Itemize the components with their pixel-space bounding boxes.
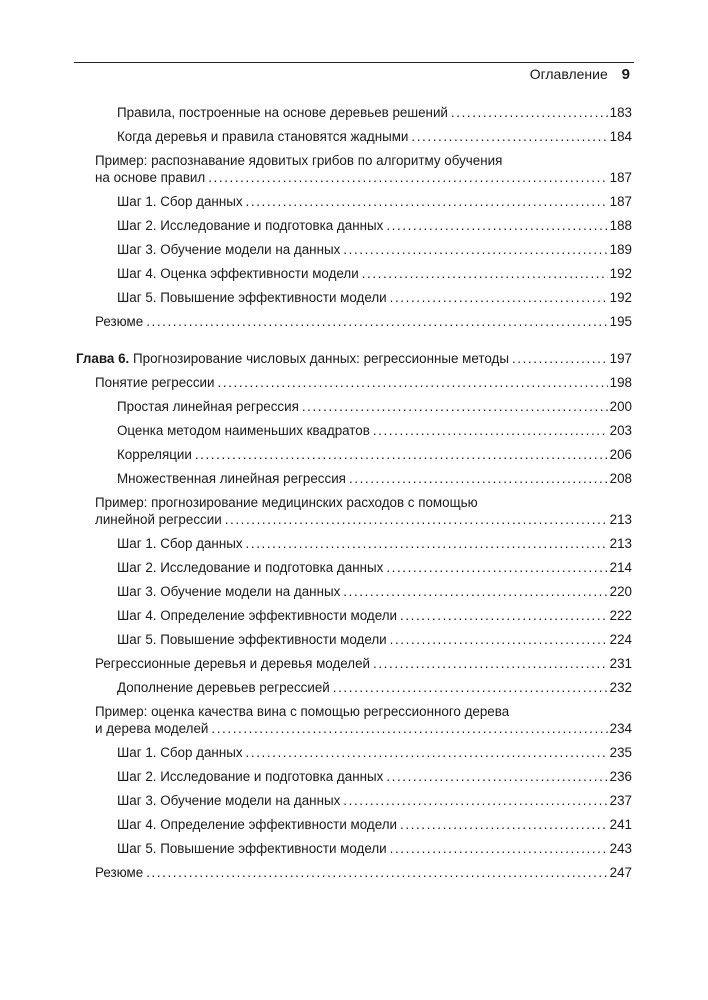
toc-entry-title (117, 840, 387, 857)
toc-entry-row (117, 446, 632, 463)
toc-entry-row (117, 289, 632, 306)
toc-entry-title (117, 446, 192, 463)
toc-entry-row (95, 313, 632, 330)
toc-entry (76, 703, 632, 737)
header-rule (74, 62, 634, 63)
toc-entry (76, 374, 632, 391)
toc-entry-text: Дополнение деревьев регрессией (117, 680, 330, 695)
dot-leader (343, 241, 607, 258)
toc-entry-title (117, 193, 243, 210)
toc-entry-title (95, 511, 222, 528)
toc-entry-row (117, 470, 632, 487)
dot-leader (400, 816, 608, 833)
toc-entry-text: Шаг 1. Сбор данных (117, 536, 243, 551)
dot-leader (390, 840, 608, 857)
toc-page-number: 206 (609, 447, 632, 462)
toc-entry (76, 128, 632, 145)
toc-page-number: 184 (609, 129, 632, 144)
toc-entry-row (117, 217, 632, 234)
toc-entry-title (117, 422, 370, 439)
dot-leader (373, 422, 608, 439)
toc-entry-line1: Пример: распознавание ядовитых грибов по алгоритму обучения (95, 153, 503, 168)
toc-entry (76, 313, 632, 330)
toc-entry (76, 679, 632, 696)
toc-entry (76, 265, 632, 282)
toc-entry (76, 241, 632, 258)
toc-entry (76, 744, 632, 761)
toc-page-number: 192 (609, 290, 632, 305)
dot-leader (218, 374, 608, 391)
toc-entry-text: Резюме (95, 865, 144, 880)
toc-entry-title (95, 313, 143, 330)
toc-entry-text: Шаг 2. Исследование и подготовка данных (117, 218, 384, 233)
dot-leader (390, 631, 608, 648)
dot-leader (146, 864, 607, 881)
toc-entry-text: Корреляции (117, 447, 192, 462)
toc-entry-text: Шаг 1. Сбор данных (117, 194, 243, 209)
toc-entry-text: Шаг 5. Повышение эффективности модели (117, 841, 387, 856)
toc-entry-title (117, 104, 448, 121)
chapter-entry (76, 350, 632, 367)
toc-page-number: 235 (609, 745, 632, 760)
toc-page-number: 236 (609, 769, 632, 784)
toc-entry-row (117, 792, 632, 809)
toc-entry-title (117, 631, 387, 648)
toc-entry (76, 422, 632, 439)
toc-entry-row (117, 768, 632, 785)
dot-leader (400, 607, 608, 624)
toc-entry (76, 152, 632, 186)
toc-page-number: 231 (609, 656, 632, 671)
toc-page-number: 213 (609, 536, 632, 551)
toc-page-number: 188 (609, 218, 632, 233)
toc-entry-row (117, 535, 632, 552)
toc-entry (76, 470, 632, 487)
toc-page-number: 198 (609, 375, 632, 390)
toc-entry-title (117, 289, 387, 306)
toc-entry-text: Понятие регрессии (95, 375, 215, 390)
toc-entry-text: Шаг 3. Обучение модели на данных (117, 242, 341, 257)
toc-entry-title (117, 470, 346, 487)
toc-page-number: 195 (609, 314, 632, 329)
page-number: 9 (621, 66, 630, 83)
toc-entry-text: Шаг 5. Повышение эффективности модели (117, 632, 387, 647)
toc-entry (76, 816, 632, 833)
toc-entry-row (117, 583, 632, 600)
dot-leader (390, 289, 608, 306)
dot-leader (146, 313, 607, 330)
toc-page-number: 241 (609, 817, 632, 832)
toc-entry-row (117, 422, 632, 439)
dot-leader (195, 446, 608, 463)
running-head (530, 66, 630, 83)
toc-page-number: 237 (609, 793, 632, 808)
toc-page-number: 214 (609, 560, 632, 575)
toc-entry-text: Шаг 2. Исследование и подготовка данных (117, 769, 384, 784)
toc-entry-row (95, 864, 632, 881)
toc-entry-row (117, 104, 632, 121)
toc-page-number: 247 (609, 865, 632, 880)
toc-entry-text: Шаг 2. Исследование и подготовка данных (117, 560, 384, 575)
toc-entry-text: Прогнозирование числовых данных: регрессионные методы (133, 351, 509, 366)
toc-entry-row (95, 655, 632, 672)
toc-entry-text: Шаг 3. Обучение модели на данных (117, 793, 341, 808)
toc-entry-title (117, 398, 299, 415)
toc-entry-text: Простая линейная регрессия (117, 399, 299, 414)
toc-page-number: 213 (609, 512, 632, 527)
dot-leader (302, 398, 608, 415)
toc-entry (76, 398, 632, 415)
toc-page-number: 189 (609, 242, 632, 257)
chapter-label: Глава 6. (76, 351, 130, 366)
toc-entry (76, 607, 632, 624)
toc-entry-text: Оценка методом наименьших квадратов (117, 423, 370, 438)
toc-entry-title (95, 374, 215, 391)
toc-entry-row (117, 679, 632, 696)
toc-entry-text: Регрессионные деревья и деревья моделей (95, 656, 371, 671)
toc-entry-text: линейной регрессии (95, 512, 222, 527)
toc-page-number: 200 (609, 399, 632, 414)
dot-leader (343, 792, 607, 809)
toc-entry-row (117, 128, 632, 145)
toc-entry-text: и дерева моделей (95, 721, 209, 736)
toc-entry (76, 583, 632, 600)
toc-page-number: 197 (609, 351, 632, 366)
dot-leader (246, 535, 608, 552)
toc-entry-row (117, 559, 632, 576)
toc-entry-row (117, 265, 632, 282)
dot-leader (211, 720, 607, 737)
toc-entry (76, 792, 632, 809)
toc-page-number: 222 (609, 608, 632, 623)
toc-entry (76, 193, 632, 210)
toc-entry-text: Резюме (95, 314, 144, 329)
toc-entry-row (117, 193, 632, 210)
toc-entry-title (117, 679, 330, 696)
toc-entry-title (95, 720, 208, 737)
toc-entry-row (95, 720, 632, 737)
toc-entry-title (117, 265, 359, 282)
dot-leader (343, 583, 607, 600)
toc-entry (76, 104, 632, 121)
toc-entry-text: Когда деревья и правила становятся жадными (117, 129, 409, 144)
toc-entry-title (117, 128, 408, 145)
toc-entry-title (117, 583, 340, 600)
toc-entry-line1: Пример: оценка качества вина с помощью регрессионного дерева (95, 704, 510, 719)
toc-entry-row (117, 398, 632, 415)
toc-entry-title (117, 241, 340, 258)
toc-entry-row (117, 607, 632, 624)
toc-page-number: 224 (609, 632, 632, 647)
dot-leader (225, 511, 608, 528)
toc-page-number: 187 (609, 194, 632, 209)
dot-leader (349, 470, 608, 487)
toc-entry (76, 559, 632, 576)
toc-entry-row (117, 241, 632, 258)
toc-entry (76, 217, 632, 234)
toc-entry-title (117, 217, 383, 234)
running-head-title: Оглавление (529, 66, 608, 82)
toc-entry-text: Шаг 4. Определение эффективности модели (117, 817, 397, 832)
dot-leader (208, 169, 607, 186)
toc-entry-text: Правила, построенные на основе деревьев решений (117, 105, 448, 120)
toc-entry-row (117, 816, 632, 833)
toc-page-number: 192 (609, 266, 632, 281)
table-of-contents (76, 104, 632, 881)
toc-page-number: 243 (609, 841, 632, 856)
toc-entry (76, 631, 632, 648)
toc-entry-row (117, 744, 632, 761)
dot-leader (386, 559, 607, 576)
toc-entry-title (117, 768, 383, 785)
toc-entry-row (117, 840, 632, 857)
dot-leader (386, 768, 607, 785)
dot-leader (246, 744, 608, 761)
toc-entry-title (95, 169, 205, 186)
toc-entry-title (95, 655, 370, 672)
toc-entry (76, 494, 632, 528)
toc-entry (76, 655, 632, 672)
toc-entry-text: Шаг 4. Определение эффективности модели (117, 608, 397, 623)
dot-leader (362, 265, 608, 282)
toc-entry-title (117, 535, 243, 552)
dot-leader (512, 350, 608, 367)
toc-entry (76, 289, 632, 306)
toc-entry-title (117, 559, 383, 576)
toc-entry-text: Шаг 5. Повышение эффективности модели (117, 290, 387, 305)
toc-entry-title (76, 350, 509, 367)
toc-entry-text: Шаг 1. Сбор данных (117, 745, 243, 760)
dot-leader (333, 679, 608, 696)
toc-entry-title (95, 864, 143, 881)
toc-entry-text: Множественная линейная регрессия (117, 471, 346, 486)
toc-page-number: 183 (609, 105, 632, 120)
toc-entry (76, 535, 632, 552)
toc-entry-title (117, 792, 340, 809)
toc-entry-text: Шаг 3. Обучение модели на данных (117, 584, 341, 599)
toc-entry (76, 864, 632, 881)
toc-entry-title (117, 816, 397, 833)
toc-entry-title (117, 744, 243, 761)
toc-entry (76, 446, 632, 463)
toc-entry (76, 840, 632, 857)
toc-page-number: 187 (609, 170, 632, 185)
dot-leader (411, 128, 607, 145)
toc-entry-row (95, 169, 632, 186)
toc-entry-text: Шаг 4. Оценка эффективности модели (117, 266, 359, 281)
toc-entry-row (95, 511, 632, 528)
dot-leader (451, 104, 608, 121)
toc-entry-title (117, 607, 397, 624)
toc-entry (76, 768, 632, 785)
toc-entry-row (76, 350, 632, 367)
dot-leader (373, 655, 608, 672)
toc-page-number: 203 (609, 423, 632, 438)
toc-page-number: 208 (609, 471, 632, 486)
toc-entry-text: на основе правил (95, 170, 206, 185)
dot-leader (246, 193, 608, 210)
toc-entry-row (117, 631, 632, 648)
toc-page-number: 234 (609, 721, 632, 736)
toc-page-number: 232 (609, 680, 632, 695)
toc-page-number: 220 (609, 584, 632, 599)
dot-leader (386, 217, 607, 234)
toc-entry-line1: Пример: прогнозирование медицинских расходов с помощью (95, 495, 478, 510)
toc-entry-row (95, 374, 632, 391)
